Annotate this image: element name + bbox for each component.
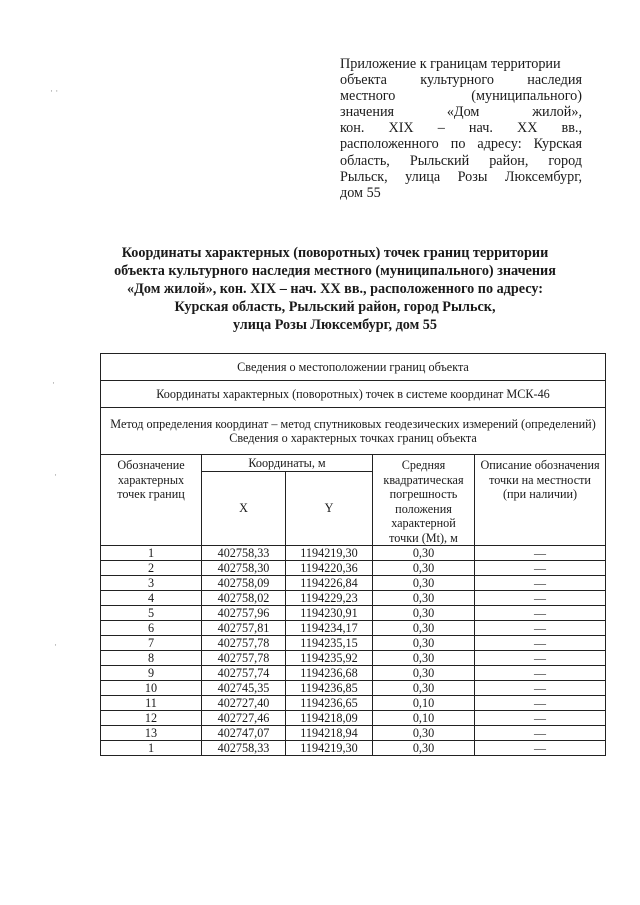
- table-row: [101, 606, 606, 621]
- table-row: [101, 576, 606, 591]
- error-value: 0,30: [373, 561, 475, 576]
- description-value: —: [475, 696, 606, 711]
- point-number: 1: [101, 546, 202, 561]
- column-error: Средняя квадратическая погрешность положения характерной точки (Mt), м: [373, 455, 475, 546]
- table-row: [101, 591, 606, 606]
- point-number: 4: [101, 591, 202, 606]
- y-value: 1194236,85: [286, 681, 373, 696]
- point-number: 8: [101, 651, 202, 666]
- appendix-line: объекта культурного наследия: [340, 72, 582, 89]
- scan-speck: ·: [52, 378, 55, 388]
- y-value: 1194234,17: [286, 621, 373, 636]
- appendix-line: кон. XIX – нач. XX вв.,: [340, 120, 582, 137]
- description-value: —: [475, 546, 606, 561]
- table-row: [101, 546, 606, 561]
- error-value: 0,30: [373, 576, 475, 591]
- error-value: 0,30: [373, 621, 475, 636]
- description-value: —: [475, 681, 606, 696]
- error-value: 0,30: [373, 591, 475, 606]
- error-value: 0,30: [373, 681, 475, 696]
- x-value: 402757,78: [202, 636, 286, 651]
- appendix-line: Приложение к границам территории: [340, 56, 561, 72]
- title-line: объекта культурного наследия местного (муниципального) значения: [114, 263, 556, 279]
- title-line: улица Розы Люксембург, дом 55: [233, 317, 437, 333]
- x-value: 402727,40: [202, 696, 286, 711]
- description-value: —: [475, 741, 606, 756]
- y-value: 1194235,15: [286, 636, 373, 651]
- y-value: 1194230,91: [286, 606, 373, 621]
- table-row: [101, 621, 606, 636]
- coordinates-table: [100, 353, 606, 756]
- description-value: —: [475, 651, 606, 666]
- appendix-line: Рыльск, улица Розы Люксембург,: [340, 168, 582, 185]
- error-value: 0,30: [373, 606, 475, 621]
- x-value: 402758,33: [202, 546, 286, 561]
- table-row: [101, 651, 606, 666]
- table-row: [101, 681, 606, 696]
- x-value: 402747,07: [202, 726, 286, 741]
- point-number: 11: [101, 696, 202, 711]
- document-title: [70, 244, 600, 334]
- table-row: [101, 666, 606, 681]
- error-value: 0,30: [373, 666, 475, 681]
- error-value: 0,30: [373, 636, 475, 651]
- x-value: 402757,74: [202, 666, 286, 681]
- column-coordinates: Координаты, м: [202, 455, 373, 472]
- y-value: 1194218,94: [286, 726, 373, 741]
- table-row: [101, 696, 606, 711]
- error-value: 0,30: [373, 651, 475, 666]
- appendix-line: расположенного по адресу: Курская: [340, 136, 582, 153]
- table-body: [101, 546, 606, 756]
- title-line: Координаты характерных (поворотных) точек границ территории: [121, 245, 549, 261]
- scan-speck: · ·: [50, 86, 59, 96]
- title-line: Курская область, Рыльский район, город Рыльск,: [174, 299, 496, 315]
- x-value: 402757,81: [202, 621, 286, 636]
- description-value: —: [475, 561, 606, 576]
- description-value: —: [475, 606, 606, 621]
- x-value: 402758,33: [202, 741, 286, 756]
- column-y: Y: [286, 472, 373, 546]
- point-number: 7: [101, 636, 202, 651]
- points-header: Сведения о характерных точках границ объекта: [229, 431, 477, 445]
- description-value: —: [475, 711, 606, 726]
- appendix-line: значения «Дом жилой»,: [340, 104, 582, 121]
- x-value: 402757,78: [202, 651, 286, 666]
- error-value: 0,10: [373, 696, 475, 711]
- y-value: 1194226,84: [286, 576, 373, 591]
- location-header: Сведения о местоположении границ объекта: [101, 354, 606, 381]
- y-value: 1194235,92: [286, 651, 373, 666]
- y-value: 1194220,36: [286, 561, 373, 576]
- x-value: 402757,96: [202, 606, 286, 621]
- description-value: —: [475, 576, 606, 591]
- error-value: 0,30: [373, 726, 475, 741]
- description-value: —: [475, 666, 606, 681]
- error-value: 0,10: [373, 711, 475, 726]
- table-row: [101, 741, 606, 756]
- table-row: [101, 561, 606, 576]
- x-value: 402758,02: [202, 591, 286, 606]
- error-value: 0,30: [373, 741, 475, 756]
- x-value: 402727,46: [202, 711, 286, 726]
- point-number: 3: [101, 576, 202, 591]
- scan-speck: ·: [54, 640, 57, 650]
- point-number: 5: [101, 606, 202, 621]
- point-number: 12: [101, 711, 202, 726]
- description-value: —: [475, 726, 606, 741]
- x-value: 402758,09: [202, 576, 286, 591]
- appendix-line: область, Рыльский район, город: [340, 152, 582, 169]
- x-value: 402745,35: [202, 681, 286, 696]
- x-value: 402758,30: [202, 561, 286, 576]
- appendix-line: местного (муниципального): [340, 88, 582, 105]
- point-number: 6: [101, 621, 202, 636]
- table-row: [101, 726, 606, 741]
- description-value: —: [475, 621, 606, 636]
- table-row: [101, 711, 606, 726]
- column-designation: Обозначение характерных точек границ: [101, 455, 202, 546]
- y-value: 1194219,30: [286, 546, 373, 561]
- point-number: 13: [101, 726, 202, 741]
- y-value: 1194219,30: [286, 741, 373, 756]
- column-x: X: [202, 472, 286, 546]
- appendix-note: [340, 56, 582, 201]
- coordinate-system-header: Координаты характерных (поворотных) точек в системе координат МСК-46: [101, 381, 606, 408]
- y-value: 1194229,23: [286, 591, 373, 606]
- table-row: [101, 636, 606, 651]
- description-value: —: [475, 636, 606, 651]
- point-number: 10: [101, 681, 202, 696]
- y-value: 1194218,09: [286, 711, 373, 726]
- appendix-line: дом 55: [340, 184, 381, 201]
- y-value: 1194236,68: [286, 666, 373, 681]
- method-header: [101, 408, 606, 455]
- description-value: —: [475, 591, 606, 606]
- y-value: 1194236,65: [286, 696, 373, 711]
- point-number: 1: [101, 741, 202, 756]
- column-description: Описание обозначения точки на местности (при наличии): [475, 455, 606, 546]
- method-text: Метод определения координат – метод спутниковых геодезических измерений (определений): [110, 416, 596, 431]
- point-number: 2: [101, 561, 202, 576]
- scan-speck: ·: [54, 470, 57, 480]
- point-number: 9: [101, 666, 202, 681]
- error-value: 0,30: [373, 546, 475, 561]
- title-line: «Дом жилой», кон. XIX – нач. XX вв., расположенного по адресу:: [127, 281, 543, 297]
